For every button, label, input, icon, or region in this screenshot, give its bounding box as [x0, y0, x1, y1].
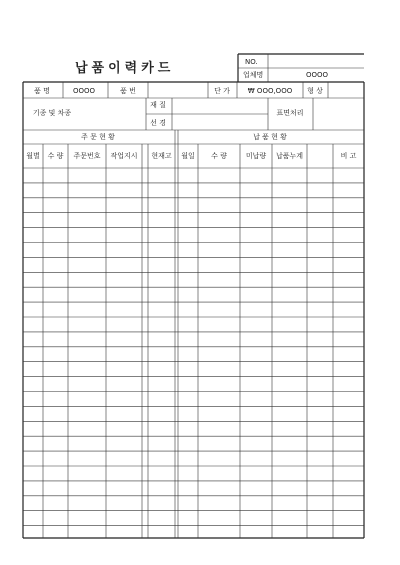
delivery-status-header: 납 품 현 황	[253, 133, 287, 141]
form-title: 납품이력카드	[75, 61, 175, 76]
material-label: 재 질	[150, 101, 166, 109]
column-header: 비 고	[340, 152, 357, 160]
column-header: 미납량	[245, 152, 267, 160]
unit-price-label: 단 가	[214, 87, 230, 95]
column-header: 작업지시	[110, 152, 138, 160]
order-status-header: 주 문 현 황	[81, 133, 115, 141]
company-label: 업체명	[243, 71, 264, 79]
shape-label: 형 상	[307, 87, 323, 95]
company-value[interactable]: OOOO	[305, 71, 329, 79]
column-header: 수 량	[211, 152, 227, 160]
column-header: 납품누계	[275, 152, 304, 160]
product-name-label: 품 명	[34, 87, 50, 95]
column-header: 주문번호	[73, 152, 101, 160]
column-header: 현재고	[151, 152, 172, 160]
surface-label: 표면처리	[276, 109, 304, 117]
model-label: 기종 및 차종	[32, 109, 72, 117]
no-label: NO.	[245, 58, 258, 66]
column-header: 수 량	[47, 152, 64, 160]
wire-label: 선 경	[150, 119, 166, 127]
product-no-label: 품 번	[120, 87, 136, 95]
column-header: 월별	[26, 152, 40, 160]
column-header: 월일	[181, 152, 195, 160]
unit-price-value[interactable]: ₩ OOO,OOO	[247, 87, 293, 95]
product-name-value[interactable]: OOOO	[72, 87, 96, 95]
